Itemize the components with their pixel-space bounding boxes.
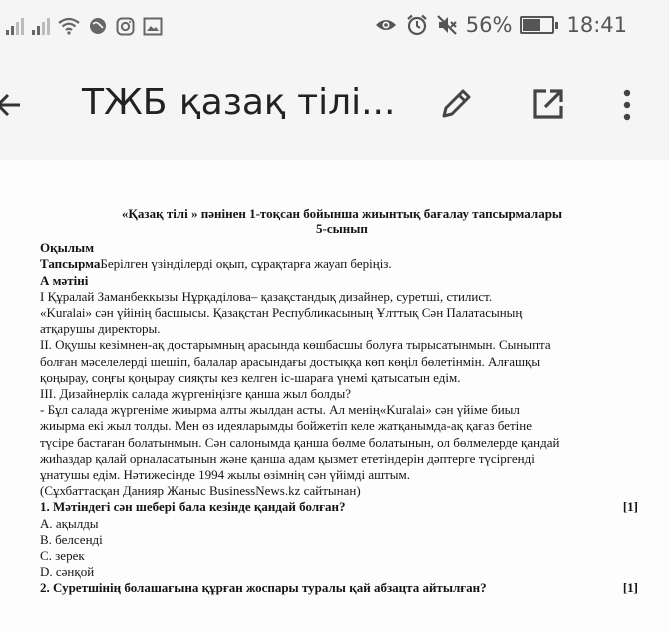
question-2 (40, 580, 644, 596)
text-line: атқарушы директоры. (40, 321, 161, 337)
text-line: ұнатушы едім. Нәтижесінде 1994 жылы өзімнің сән үйімді аштым. (40, 467, 410, 483)
text-line: жиырма екі жыл толды. Мен өз идеяларымды бойжетіп келе жатқанымда-ақ қағаз бетіне (40, 418, 532, 434)
document-title: ТЖБ қазақ тілі... (82, 82, 396, 123)
instagram-icon (116, 17, 135, 36)
text-line: І Құралай Заманбеккызы Нұрқаділова– қазақстандық дизайнер, суретші, стилист. (40, 288, 493, 304)
task-line (40, 256, 644, 272)
clock: 18:41 (566, 13, 627, 37)
app-toolbar (0, 56, 669, 160)
answer-option: В. белсенді (40, 531, 103, 547)
document-content (40, 206, 644, 597)
more-vertical-icon[interactable] (620, 88, 634, 122)
battery-icon (520, 16, 558, 34)
text-line: (Сұхбаттасқан Данияр Жаныс BusinessNews.kz сайтынан) (40, 483, 361, 499)
text-body (40, 289, 644, 500)
wifi-icon (58, 17, 80, 35)
question-2-text: 2. Суретшінің болашағына құрған жоспары туралы қай абзацта айтылған? (40, 580, 487, 596)
text-line: - Бұл салада жүргеніме жиырма алты жылдан асты. Ал менің«Kuralai» сән үйіме биыл (40, 402, 520, 418)
text-title: А мәтіні (40, 272, 89, 288)
answer-option: С. зерек (40, 548, 85, 564)
question-1-mark: [1] (622, 499, 638, 515)
question-1-text: 1. Мәтіндегі сән шебері бала кезінде қандай болған? (40, 499, 346, 515)
vpn-globe-icon (88, 16, 108, 36)
gallery-notification-icon (143, 17, 163, 36)
document-grade: 5-сынып (316, 221, 368, 236)
section-title: Оқылым (40, 240, 95, 256)
status-bar (0, 0, 669, 56)
text-line: түсіре бастаған болатынмын. Сән салонымда қанша бөлме болатынын, ол бөлмелерде қандай (40, 434, 560, 450)
task-label: Тапсырма (40, 256, 101, 272)
eye-comfort-icon (374, 16, 398, 34)
task-text: Берілген үзінділерді оқып, сұрақтарға жауап беріңіз. (100, 256, 392, 272)
document-page[interactable] (0, 160, 669, 632)
text-line: болған мәселелерді шешіп, балалар арасындағы достыққа көп көңіл бөлетінмін. Алғашқы (40, 353, 541, 369)
back-arrow-icon[interactable] (0, 90, 24, 120)
answer-option: D. сәнқой (40, 564, 95, 580)
question-2-mark: [1] (622, 580, 638, 596)
document-heading: «Қазақ тілі » пәнінен 1-тоқсан бойынша жиынтық бағалау тапсырмалары (121, 206, 563, 221)
open-external-icon[interactable] (530, 86, 566, 122)
status-icons-left (6, 16, 163, 36)
status-icons-right (374, 13, 627, 37)
battery-percent: 56% (465, 13, 513, 37)
text-line: ІІІ. Дизайнерлік салада жүргеніңізге қанша жыл болды? (40, 386, 352, 402)
text-line: қоңырау, соңғы қоңырау сияқты кез келген іс-шараға үнемі қатысатын едім. (40, 369, 461, 385)
text-line: «Kuralai» сән үйінің басшысы. Қазақстан Республикасының Ұлттық Сән Палатасының (40, 305, 523, 321)
text-line: ІІ. Оқушы кезімнен-ақ достарымның арасында көшбасшы болуға тырысатынмын. Сыныпта (40, 337, 551, 353)
question-1 (40, 499, 644, 515)
signal-strength-icon (6, 17, 24, 35)
pencil-icon[interactable] (438, 86, 474, 122)
signal-strength-2-icon (32, 17, 50, 35)
answer-option: А. ақылды (40, 515, 99, 531)
mute-icon (436, 14, 458, 36)
text-line: жиһаздар қалай орналасатынын және қанша адам қызмет ететіндерін дәптерге түсіргенді (40, 450, 535, 466)
alarm-icon (406, 14, 428, 36)
